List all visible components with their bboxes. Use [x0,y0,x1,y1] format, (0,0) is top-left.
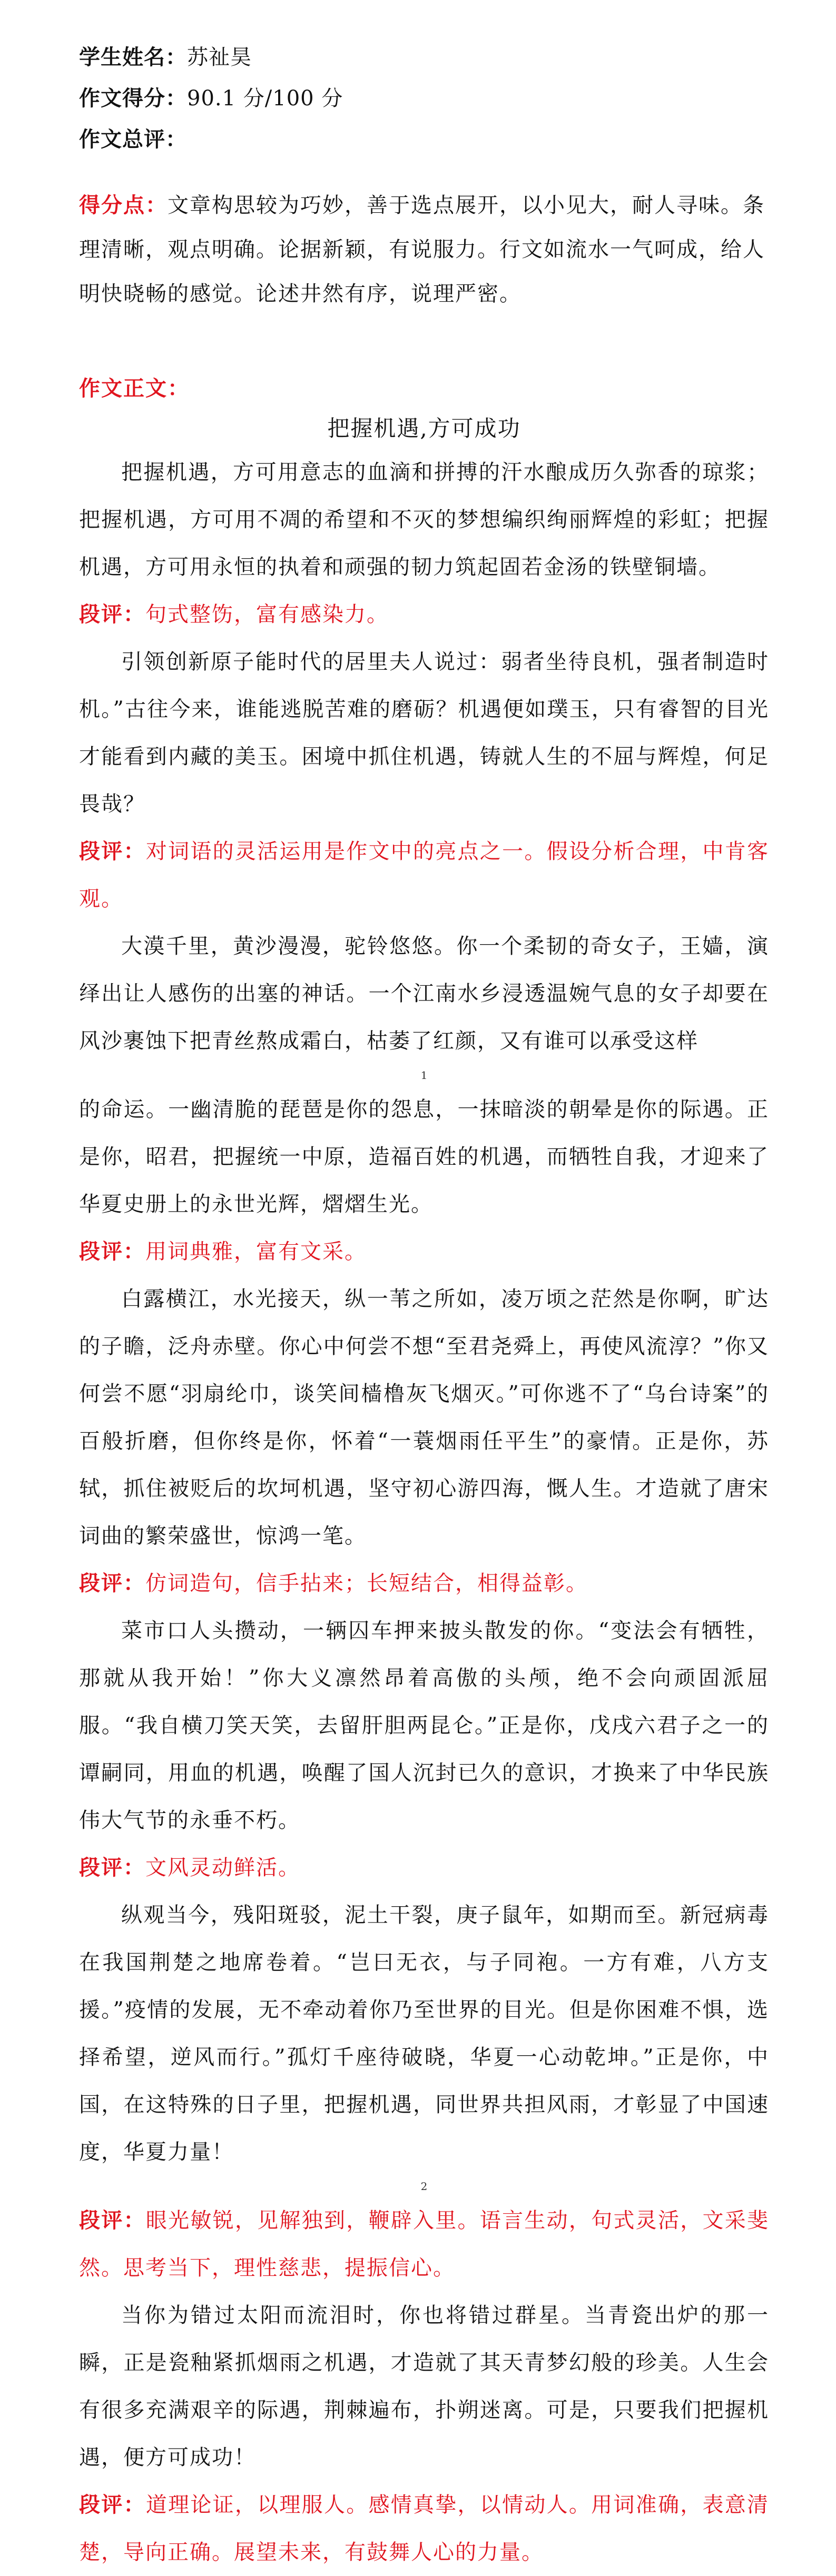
document-page [79,37,769,2576]
scoring-points-text: 文章构思较为巧妙，善于选点展开，以小见大，耐人寻味。条理清晰，观点明确。论据新颖，有说服力。行文如流水一气呵成，给人明快晓畅的感觉。论述井然有序，说理严密。 [79,193,765,306]
comment-text: 句式整饬，富有感染力。 [145,602,389,627]
essay-paragraph-continued: 的命运。一幽清脆的琵琶是你的怨息，一抹暗淡的朝晕是你的际遇。正是你，昭君，把握统一中原，造福百姓的机遇，而牺牲自我，才迎来了华夏史册上的永世光辉，熠熠生光。 [79,1097,769,1216]
summary-label: 作文总评： [79,127,187,152]
paragraph-comment [79,1844,769,1891]
paragraph-comment [79,1560,769,1607]
comment-label: 段评： [79,1855,145,1880]
paragraph-comment [79,2197,769,2292]
comment-text: 道理论证，以理服人。感情真挚，以情动人。用词准确，表意清楚，导向正确。展望未来，有鼓舞人心的力量。 [79,2493,770,2564]
score-value: 90.1 分/100 分 [187,86,343,111]
paragraph-comment [79,1228,769,1275]
paragraph-comment [79,2481,769,2576]
essay-title: 把握机遇,方可成功 [327,415,521,441]
comment-label: 段评： [79,2492,146,2517]
student-name-value: 苏祉昊 [187,45,252,70]
essay-paragraph: 把握机遇，方可用意志的血滴和拼搏的汗水酿成历久弥香的琼浆；把握机遇，方可用不凋的希望和不灭的梦想编织绚丽辉煌的彩虹；把握机遇，方可用永恒的执着和顽强的韧力筑起固若金汤的铁壁铜墙。 [79,460,769,579]
comment-label: 段评： [79,1239,145,1264]
comment-text: 眼光敏锐，见解独到，鞭辟入里。语言生动，句式灵活，文采斐然。思考当下，理性慈悲，提振信心。 [79,2208,770,2280]
paragraph-comment [79,591,769,638]
comment-text: 对词语的灵活运用是作文中的亮点之一。假设分析合理，中肯客观。 [79,839,770,911]
essay-paragraph: 菜市口人头攒动，一辆囚车押来披头散发的你。“变法会有牺牲，那就从我开始！”你大义凛然昂着高傲的头颅，绝不会向顽固派屈服。“我自横刀笑天笑，去留肝胆两昆仑。”正是你，戊戌六君子之一的谭嗣同，用血的机遇，唤醒了国人沉封已久的意识，才换来了中华民族伟大气节的永垂不朽。 [79,1619,769,1832]
score-label: 作文得分： [79,86,187,111]
essay-paragraph: 引领创新原子能时代的居里夫人说过：弱者坐待良机，强者制造时机。”古往今来，谁能逃脱苦难的磨砺？机遇便如璞玉，只有睿智的目光才能看到内藏的美玉。困境中抓住机遇，铸就人生的不屈与辉煌，何足畏哉？ [79,650,769,816]
comment-text: 仿词造句，信手拈来；长短结合，相得益彰。 [145,1571,588,1596]
essay-paragraph: 纵观当今，残阳斑驳，泥土干裂，庚子鼠年，如期而至。新冠病毒在我国荆楚之地席卷着。“岂曰无衣，与子同袍。一方有难，八方支援。”疫情的发展，无不牵动着你乃至世界的目光。但是你困难不惧，选择希望，逆风而行。”孤灯千座待破晓，华夏一心动乾坤。”正是你，中国，在这特殊的日子里，把握机遇，同世界共担风雨，才彰显了中国速度，华夏力量！ [79,1903,769,2164]
score-row [79,78,769,119]
page-number: 1 [420,1069,428,1082]
comment-label: 段评： [79,2208,146,2233]
comment-text: 文风灵动鲜活。 [145,1856,300,1880]
essay-body-label: 作文正文： [79,376,190,401]
scoring-points-label: 得分点： [79,193,168,217]
paragraph-comment [79,828,769,923]
student-name-row [79,37,769,78]
page-number: 2 [420,2180,428,2193]
essay-paragraph: 白露横江，水光接天，纵一苇之所如，凌万顷之茫然是你啊，旷达的子瞻，泛舟赤壁。你心中何尝不想“至君尧舜上，再使风流淳？”你又何尝不愿“羽扇纶巾，谈笑间樯橹灰飞烟灭。”可你逃不了“乌台诗案”的百般折磨，但你终是你，怀着“一蓑烟雨任平生”的豪情。正是你，苏轼，抓住被贬后的坎坷机遇，坚守初心游四海，慨人生。才造就了唐宋词曲的繁荣盛世，惊鸿一笔。 [79,1287,769,1548]
comment-label: 段评： [79,839,146,864]
comment-text: 用词典雅，富有文采。 [145,1240,367,1264]
essay-paragraph: 大漠千里，黄沙漫漫，驼铃悠悠。你一个柔韧的奇女子，王嫱，演绎出让人感伤的出塞的神话。一个江南水乡浸透温婉气息的女子却要在风沙裹蚀下把青丝熬成霜白，枯萎了红颜，又有谁可以承受这样 [79,934,769,1053]
essay-paragraph: 当你为错过太阳而流泪时，你也将错过群星。当青瓷出炉的那一瞬，正是瓷釉紧抓烟雨之机遇，才造就了其天青梦幻般的珍美。人生会有很多充满艰辛的际遇，荆棘遍布，扑朔迷离。可是，只要我们把握机遇，便方可成功！ [79,2303,769,2470]
comment-label: 段评： [79,1571,145,1596]
student-name-label: 学生姓名： [79,45,187,70]
comment-label: 段评： [79,602,145,627]
scoring-points [79,183,769,316]
summary-row [79,119,769,160]
